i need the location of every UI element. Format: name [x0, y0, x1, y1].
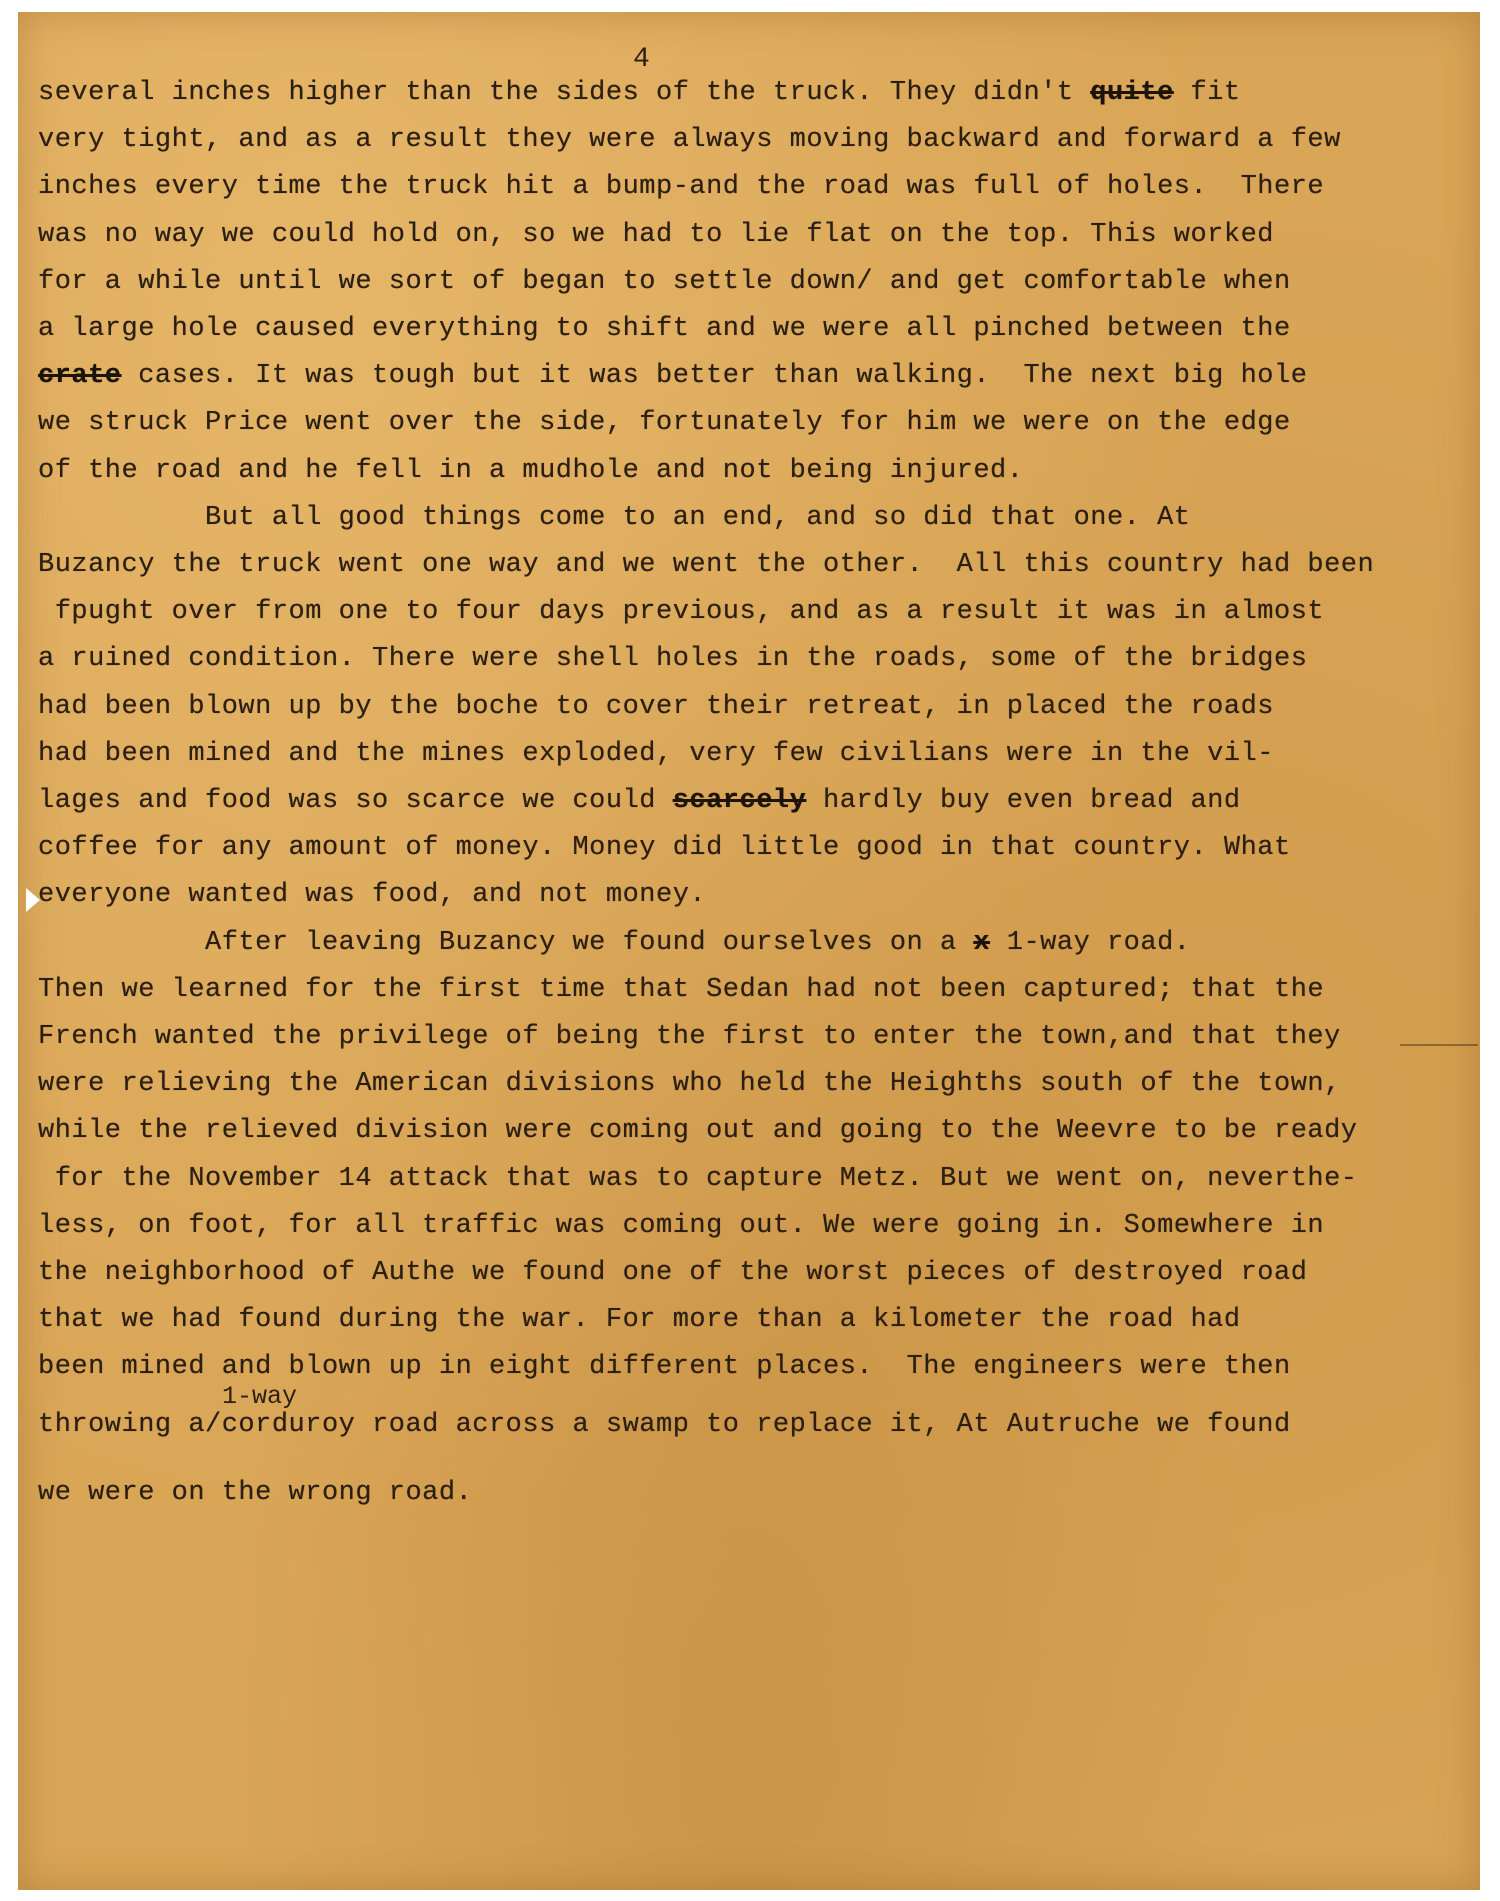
text-line: coffee for any amount of money. Money did little good in that country. What [38, 833, 1291, 864]
text-line: while the relieved division were coming out and going to the Weevre to be ready [38, 1116, 1358, 1147]
text-line: were relieving the American divisions who held the Heighths south of the town, [38, 1069, 1341, 1100]
text-line: that we had found during the war. For more than a kilometer the road had [38, 1305, 1241, 1336]
margin-pencil-mark [1400, 1044, 1478, 1046]
text-line: everyone wanted was food, and not money. [38, 880, 707, 911]
struck-out-word: scarcely [672, 786, 807, 816]
struck-out-word: x [973, 927, 991, 958]
text-line: had been mined and the mines exploded, very few civilians were in the vil- [38, 738, 1274, 769]
text-line: for the November 14 attack that was to capture Metz. But we went on, neverthe- [38, 1163, 1358, 1194]
struck-out-word: quite [1090, 78, 1174, 108]
text-line: throwing a/corduroy road across a swamp to replace it, At Autruche we found [38, 1410, 1291, 1441]
text-line: the neighborhood of Authe we found one of the worst pieces of destroyed road [38, 1258, 1308, 1288]
text-line: was no way we could hold on, so we had to lie flat on the top. This worked [38, 219, 1274, 250]
interlinear-insertion: 1-way [222, 1382, 298, 1412]
text-line: been mined and blown up in eight different places. The engineers were then [38, 1352, 1291, 1383]
page-number: 4 [633, 44, 650, 75]
text-line: But all good things come to an end, and so did that one. At [38, 502, 1191, 533]
struck-out-word: crate [38, 361, 122, 392]
text-line: less, on foot, for all traffic was coming out. We were going in. Somewhere in [38, 1210, 1325, 1241]
text-line: crate cases. It was tough but it was better than walking. The next big hole [38, 361, 1308, 392]
text-line: a large hole caused everything to shift and we were all pinched between the [38, 314, 1291, 344]
text-line: After leaving Buzancy we found ourselves on a x 1-way road. [38, 927, 1191, 958]
text-line: a ruined condition. There were shell holes in the roads, some of the bridges [38, 644, 1308, 675]
text-line: Then we learned for the first time that Sedan had not been captured; that the [38, 974, 1325, 1005]
text-line: lages and food was so scarce we could scarcely hardly buy even bread and [38, 786, 1241, 816]
text-line: Buzancy the truck went one way and we went the other. All this country had been [38, 550, 1375, 580]
text-line: had been blown up by the boche to cover their retreat, in placed the roads [38, 691, 1274, 722]
text-line: fpught over from one to four days previous, and as a result it was in almost [38, 597, 1325, 628]
typed-page [18, 12, 1480, 1890]
text-line: inches every time the truck hit a bump-and the road was full of holes. There [38, 172, 1325, 203]
text-line: very tight, and as a result they were always moving backward and forward a few [38, 125, 1341, 156]
text-line: several inches higher than the sides of the truck. They didn't quite fit [38, 78, 1241, 108]
text-line: we were on the wrong road. [38, 1478, 473, 1509]
text-line: of the road and he fell in a mudhole and not being injured. [38, 455, 1024, 486]
text-line: French wanted the privilege of being the first to enter the town,and that they [38, 1022, 1341, 1052]
text-line: we struck Price went over the side, fortunately for him we were on the edge [38, 408, 1291, 439]
text-line: for a while until we sort of began to settle down/ and get comfortable when [38, 266, 1291, 297]
